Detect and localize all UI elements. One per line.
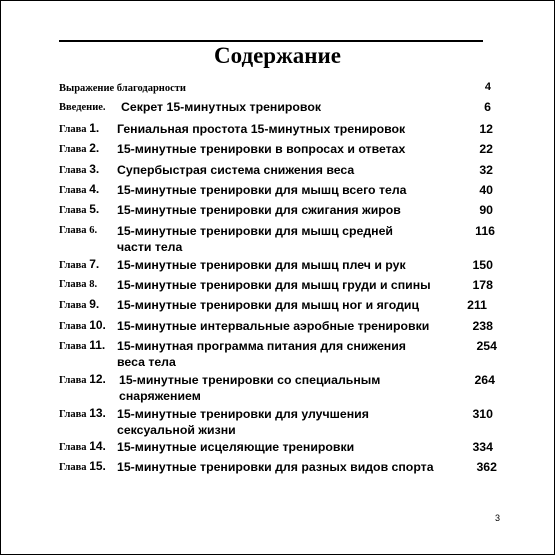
toc-label-group — [59, 162, 99, 178]
toc-chapter-number: 14. — [89, 439, 106, 453]
toc-entry-chapter-1 — [59, 121, 499, 137]
toc-label-group — [59, 257, 99, 273]
toc-label: Глава — [59, 321, 87, 332]
toc-chapter-number: 7. — [89, 257, 100, 271]
toc-title: Супербыстрая система снижения веса — [117, 163, 355, 177]
toc-label: Глава — [59, 165, 87, 176]
toc-page-number: 32 — [479, 163, 493, 177]
toc-page-number: 254 — [476, 339, 497, 353]
toc-label-group — [59, 121, 99, 137]
toc-chapter-number: 3. — [89, 162, 100, 176]
toc-label-group — [59, 406, 106, 422]
toc-title: 15-минутные тренировки для сжигания жиров — [117, 203, 401, 217]
toc-title: 15-минутные тренировки для мышц груди и спины — [117, 278, 431, 292]
toc-entry-chapter-7 — [59, 257, 499, 273]
toc-label-group — [59, 182, 99, 198]
toc-label: Глава — [59, 260, 87, 271]
toc-label-group — [59, 318, 106, 334]
toc-label: Глава — [59, 442, 87, 453]
toc-page-number: 178 — [472, 278, 493, 292]
toc-label-group — [59, 338, 105, 354]
toc-label: Выражение благодарности — [59, 83, 186, 94]
toc-page-number: 4 — [484, 81, 491, 93]
toc-label: Глава — [59, 144, 87, 155]
toc-chapter-number: 12. — [89, 372, 106, 386]
toc-chapter-number: 5. — [89, 202, 100, 216]
toc-entry-chapter-3 — [59, 162, 499, 178]
toc-entry-chapter-15 — [59, 459, 499, 475]
toc-chapter-number: 1. — [89, 121, 100, 135]
toc-chapter-number: 8. — [89, 279, 98, 290]
toc-title: Гениальная простота 15-минутных тренировок — [117, 122, 406, 136]
toc-entry-chapter-11 — [59, 338, 499, 370]
page-number: 3 — [494, 513, 500, 523]
toc-entry-acknowledgements — [59, 79, 499, 95]
top-rule — [59, 40, 483, 42]
toc-title: 15-минутные тренировки для разных видов спорта — [117, 460, 434, 474]
toc-page-number: 150 — [472, 258, 493, 272]
toc-label: Глава — [59, 225, 87, 236]
toc-page-number: 12 — [479, 122, 493, 136]
toc-page-number: 362 — [476, 460, 497, 474]
toc-label-group — [59, 202, 99, 218]
toc-entry-chapter-12 — [59, 372, 499, 404]
toc-label: Глава — [59, 462, 87, 473]
toc-entry-chapter-5 — [59, 202, 499, 218]
toc-label: Глава — [59, 375, 87, 386]
toc-title: 15-минутные тренировки со специальным снаряжением — [119, 373, 381, 403]
toc-page-number: 310 — [472, 407, 493, 421]
toc-page-number: 40 — [479, 183, 493, 197]
toc-label: Глава — [59, 409, 87, 420]
toc-label-group — [59, 297, 99, 313]
toc-page-number: 116 — [475, 224, 495, 238]
toc-title: 15-минутная программа питания для снижения веса тела — [117, 339, 406, 369]
toc-title: Секрет 15-минутных тренировок — [121, 100, 321, 114]
toc-entry-chapter-13 — [59, 406, 499, 438]
toc-chapter-number: 4. — [89, 182, 100, 196]
toc-chapter-number: 11. — [89, 338, 106, 352]
toc-entry-chapter-14 — [59, 439, 499, 455]
toc-title: 15-минутные тренировки для улучшения сексуальной жизни — [117, 407, 369, 437]
toc-label-group — [59, 439, 106, 455]
toc-entry-chapter-8 — [59, 277, 499, 293]
toc-entry-chapter-2 — [59, 141, 499, 157]
toc-entry-chapter-9 — [59, 297, 499, 313]
toc-chapter-number: 15. — [89, 459, 106, 473]
toc-label-group — [59, 277, 97, 292]
toc-title: 15-минутные интервальные аэробные тренировки — [117, 319, 430, 333]
toc-label-group — [59, 459, 106, 475]
toc-page-number: 264 — [474, 373, 495, 387]
toc-chapter-number: 2. — [89, 141, 100, 155]
toc-page-number: 90 — [479, 203, 493, 217]
toc-page-number: 238 — [472, 319, 493, 333]
toc-chapter-number: 10. — [89, 318, 106, 332]
toc-title: 15-минутные тренировки для мышц плеч и рук — [117, 258, 406, 272]
toc-entry-chapter-4 — [59, 182, 499, 198]
toc-chapter-number: 6. — [89, 225, 98, 236]
toc-chapter-number: 9. — [89, 297, 100, 311]
toc-chapter-number: 13. — [89, 406, 106, 420]
toc-label: Глава — [59, 185, 87, 196]
toc-label: Глава — [59, 341, 87, 352]
toc-label-group — [59, 372, 106, 388]
toc-label: Глава — [59, 205, 87, 216]
toc-title: 15-минутные исцеляющие тренировки — [117, 440, 355, 454]
toc-entry-chapter-6 — [59, 223, 499, 255]
page-title: Содержание — [214, 43, 341, 68]
toc-label-group — [59, 223, 97, 238]
toc-title: 15-минутные тренировки для мышц всего тела — [117, 183, 407, 197]
toc-page-number: 6 — [484, 100, 491, 114]
toc-entry-chapter-10 — [59, 318, 499, 334]
toc-label: Глава — [59, 279, 87, 290]
toc-label: Глава — [59, 124, 87, 135]
toc-label: Введение. — [59, 102, 106, 113]
toc-label-group — [59, 141, 99, 157]
toc-label: Глава — [59, 300, 87, 311]
toc-entry-introduction — [59, 99, 499, 115]
toc-page-number: 22 — [479, 142, 493, 156]
toc-page-number: 334 — [472, 440, 493, 454]
toc-title: 15-минутные тренировки в вопросах и ответах — [117, 142, 406, 156]
toc-title: 15-минутные тренировки для мышц ног и ягодиц — [117, 298, 420, 312]
toc-title: 15-минутные тренировки для мышц средней части тела — [117, 224, 393, 254]
toc-page-number: 211 — [467, 298, 487, 312]
